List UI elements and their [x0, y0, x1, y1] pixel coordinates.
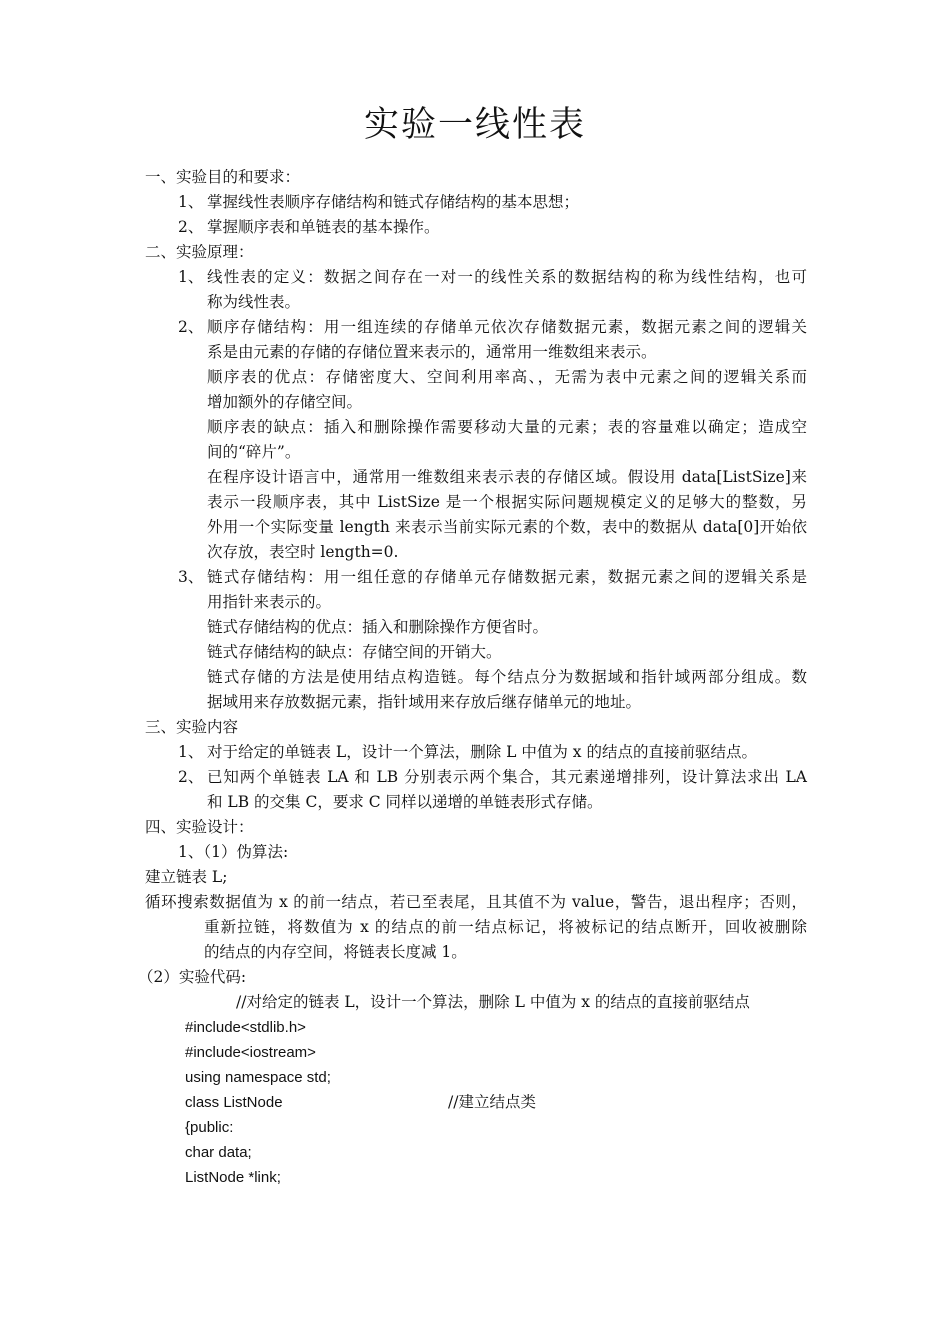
paragraph-line: 链式存储结构：用一组任意的存储单元存储数据元素，数据元素之间的逻辑关系是 [207, 568, 807, 586]
list-number: 2、 [178, 218, 204, 236]
code-line: #include<stdlib.h> [185, 1019, 306, 1036]
paragraph-line: 间的“碎片”。 [207, 443, 301, 461]
section-heading-content: 三、实验内容 [145, 718, 239, 736]
paragraph-line: 称为线性表。 [207, 293, 301, 311]
paragraph-line: 表示一段顺序表，其中 ListSize 是一个根据实际问题规模定义的足够大的整数，另 [207, 493, 807, 511]
section-heading-principles: 二、实验原理： [145, 243, 254, 261]
list-number: 2、 [178, 768, 204, 786]
code-comment: //对给定的链表 L，设计一个算法，删除 L 中值为 x 的结点的直接前驱结点 [236, 993, 750, 1011]
paragraph-line: 链式存储结构的缺点：存储空间的开销大。 [207, 643, 502, 661]
list-number: 1、 [178, 743, 204, 761]
paragraph-line: 循环搜索数据值为 x 的前一结点，若已至表尾，且其值不为 value，警告，退出程序；否则， [145, 893, 807, 911]
page-title: 实验一线性表 [363, 105, 586, 145]
section-heading-design: 四、实验设计： [145, 818, 254, 836]
code-line: class ListNode [185, 1094, 283, 1111]
list-number: 2、 [178, 318, 204, 336]
paragraph-line: 链式存储的方法是使用结点构造链。每个结点分为数据域和指针域两部分组成。数 [207, 668, 807, 686]
list-item-text: 掌握线性表顺序存储结构和链式存储结构的基本思想； [207, 193, 580, 211]
subsection-code: （2）实验代码: [138, 968, 247, 986]
list-number: 1、 [178, 268, 204, 286]
paragraph-line: 外用一个实际变量 length 来表示当前实际元素的个数，表中的数据从 data[0]开始依 [207, 518, 807, 536]
paragraph-line: 增加额外的存储空间。 [207, 393, 363, 411]
list-number: 3、 [178, 568, 204, 586]
paragraph-line: 和 LB 的交集 C，要求 C 同样以递增的单链表形式存储。 [207, 793, 603, 811]
code-line: char data; [185, 1144, 252, 1161]
paragraph-line: 重新拉链，将数值为 x 的结点的前一结点标记，将被标记的结点断开，回收被删除 [204, 918, 807, 936]
code-line: using namespace std; [185, 1069, 331, 1086]
subsection-pseudocode: 1、（1）伪算法: [178, 843, 289, 861]
paragraph-line: 用指针来表示的。 [207, 593, 332, 611]
code-line: {public: [185, 1119, 234, 1136]
paragraph-line: 据域用来存放数据元素，指针域用来存放后继存储单元的地址。 [207, 693, 642, 711]
pseudocode-step: 建立链表 L; [145, 868, 228, 886]
paragraph-line: 线性表的定义：数据之间存在一对一的线性关系的数据结构的称为线性结构，也可 [207, 268, 807, 286]
paragraph-line: 顺序表的优点：存储密度大、空间利用率高、，无需为表中元素之间的逻辑关系而 [207, 368, 807, 386]
section-heading-objectives: 一、实验目的和要求： [145, 168, 301, 186]
list-item-text: 掌握顺序表和单链表的基本操作。 [207, 218, 440, 236]
paragraph-line: 次存放，表空时 length=0. [207, 543, 399, 561]
code-comment: //建立结点类 [448, 1093, 536, 1111]
paragraph-line: 系是由元素的存储的存储位置来表示的，通常用一维数组来表示。 [207, 343, 657, 361]
paragraph-line: 在程序设计语言中，通常用一维数组来表示表的存储区域。假设用 data[ListSize]来 [207, 468, 807, 486]
paragraph-line: 已知两个单链表 LA 和 LB 分别表示两个集合，其元素递增排列，设计算法求出 LA [207, 768, 807, 786]
code-line: #include<iostream> [185, 1044, 316, 1061]
paragraph-line: 对于给定的单链表 L，设计一个算法，删除 L 中值为 x 的结点的直接前驱结点。 [207, 743, 757, 761]
paragraph-line: 的结点的内存空间，将链表长度减 1。 [204, 943, 467, 961]
code-line: ListNode *link; [185, 1169, 281, 1186]
paragraph-line: 顺序表的缺点：插入和删除操作需要移动大量的元素；表的容量难以确定；造成空 [207, 418, 807, 436]
list-number: 1、 [178, 193, 204, 211]
paragraph-line: 顺序存储结构：用一组连续的存储单元依次存储数据元素，数据元素之间的逻辑关 [207, 318, 807, 336]
paragraph-line: 链式存储结构的优点：插入和删除操作方便省时。 [207, 618, 549, 636]
